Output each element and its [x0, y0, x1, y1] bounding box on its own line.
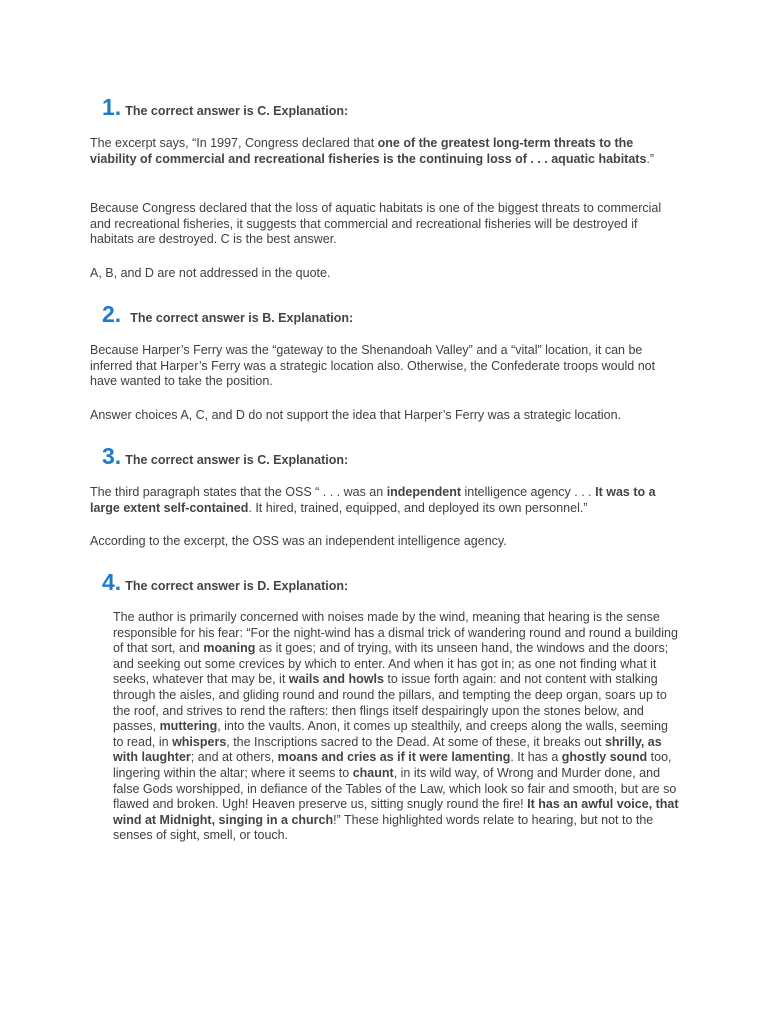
q3-p1-text-e: . It hired, trained, equipped, and deployed its own personnel.”	[248, 500, 588, 515]
q4-p1-s3: to issue forth again: and not content with stalking through the aisles, and gliding round and round the pillars, and tempting the deep organ, soars up to the roof, and strives to rend the rafters: then flings itself despairingly upon the stones below, and passes,	[113, 672, 667, 734]
q1-paragraph-3	[90, 266, 680, 282]
q2-heading-text: The correct answer is B. Explanation:	[130, 311, 354, 325]
q3-heading-text: The correct answer is C. Explanation:	[125, 453, 349, 467]
q2-heading	[102, 301, 353, 328]
q3-paragraph-2	[90, 534, 680, 550]
q4-p1-s9: , in its wild way, of Wrong and Murder done, and false Gods worshipped, in defiance of the Tables of the Law, which look so fair and smooth, but are so flawed and broken. Ugh! Heaven preserve us, sitting snugly round the fire!	[113, 765, 677, 812]
q1-paragraph-1	[90, 136, 680, 167]
q2-number: 2.	[102, 301, 122, 327]
q4-p1-s7: . It has a	[510, 750, 562, 765]
q1-number: 1.	[102, 94, 122, 120]
q3-paragraph-1	[90, 485, 680, 516]
q4-p1-b9: It has an awful voice, that wind at Midnight, singing in a church	[113, 797, 679, 827]
q1-p3-text: A, B, and D are not addressed in the quote.	[90, 266, 331, 280]
q4-p1-b2: wails and howls	[288, 672, 384, 687]
q1-p2-text: Because Congress declared that the loss of aquatic habitats is one of the biggest threats to commercial and recreational fisheries, it suggests that commercial and recreational fisheries will be destroyed if habitats are destroyed. C is the best answer.	[90, 201, 662, 247]
q4-p1-b8: chaunt	[352, 765, 394, 780]
q4-p1-b1: moaning	[203, 641, 256, 656]
q3-p1-text-c: intelligence agency . . .	[461, 485, 596, 499]
q4-heading-text: The correct answer is D. Explanation:	[125, 579, 349, 593]
q2-paragraph-1	[90, 343, 680, 390]
q4-p1-s2: as it goes; and of trying, with its unseen hand, the windows and the doors; and seeking out some crevices by which to enter. And when it has got in; as one not finding what it seeks, whatever that may be, it	[113, 641, 669, 687]
q4-paragraph-1	[113, 610, 680, 844]
q2-p2-text: Answer choices A, C, and D do not support the idea that Harper’s Ferry was a strategic location.	[90, 408, 622, 422]
q4-p1-b4: whispers	[172, 734, 227, 749]
q4-p1-s5: , the Inscriptions sacred to the Dead. At some of these, it breaks out	[226, 734, 605, 749]
q1-p1-bold: one of the greatest long-term threats to the viability of commercial and recreational fisheries is the continuing loss of . . . aquatic habitats	[90, 136, 647, 166]
q3-number: 3.	[102, 443, 122, 469]
q4-p1-s6: ; and at others,	[190, 750, 278, 765]
q4-p1-s8: too, lingering within the altar; where it seems to	[113, 750, 672, 780]
q1-p1-text-a: The excerpt says, “In 1997, Congress declared that	[90, 136, 378, 150]
q3-p1-bold-2: It was to a large extent self-contained	[90, 485, 656, 515]
q2-paragraph-2	[90, 408, 680, 424]
q3-heading	[102, 443, 348, 470]
q3-p1-bold-1: independent	[386, 485, 461, 499]
q1-paragraph-2	[90, 201, 680, 248]
q3-p2-text: According to the excerpt, the OSS was an independent intelligence agency.	[90, 534, 507, 548]
q4-p1-s1: The author is primarily concerned with noises made by the wind, meaning that hearing is the sense responsible for his fear: “For the night-wind has a dismal trick of wandering round and round a building of that sort, and	[113, 610, 678, 656]
q4-p1-b5: shrilly, as with laughter	[113, 734, 662, 765]
q4-p1-b6: moans and cries as if it were lamenting	[277, 750, 511, 765]
q4-p1-b7: ghostly sound	[561, 750, 648, 765]
q1-heading	[102, 94, 348, 121]
q3-p1-text-a: The third paragraph states that the OSS “ . . . was an	[90, 485, 387, 499]
q4-heading	[102, 569, 348, 596]
q4-p1-b3: muttering	[159, 719, 218, 734]
q1-heading-text: The correct answer is C. Explanation:	[125, 104, 349, 118]
q1-p1-text-c: .”	[646, 151, 655, 166]
q2-p1-text: Because Harper’s Ferry was the “gateway to the Shenandoah Valley” and a “vital” location, it can be inferred that Harper’s Ferry was a strategic location also. Otherwise, the Confederate troops would not have wanted to take the position.	[90, 343, 656, 389]
q4-number: 4.	[102, 569, 122, 595]
q4-p1-s10: !” These highlighted words relate to hearing, but not to the senses of sight, smell, or touch.	[113, 812, 654, 843]
q4-p1-s4: , into the vaults. Anon, it comes up stealthily, and creeps along the walls, seeming to read, in	[113, 719, 668, 749]
